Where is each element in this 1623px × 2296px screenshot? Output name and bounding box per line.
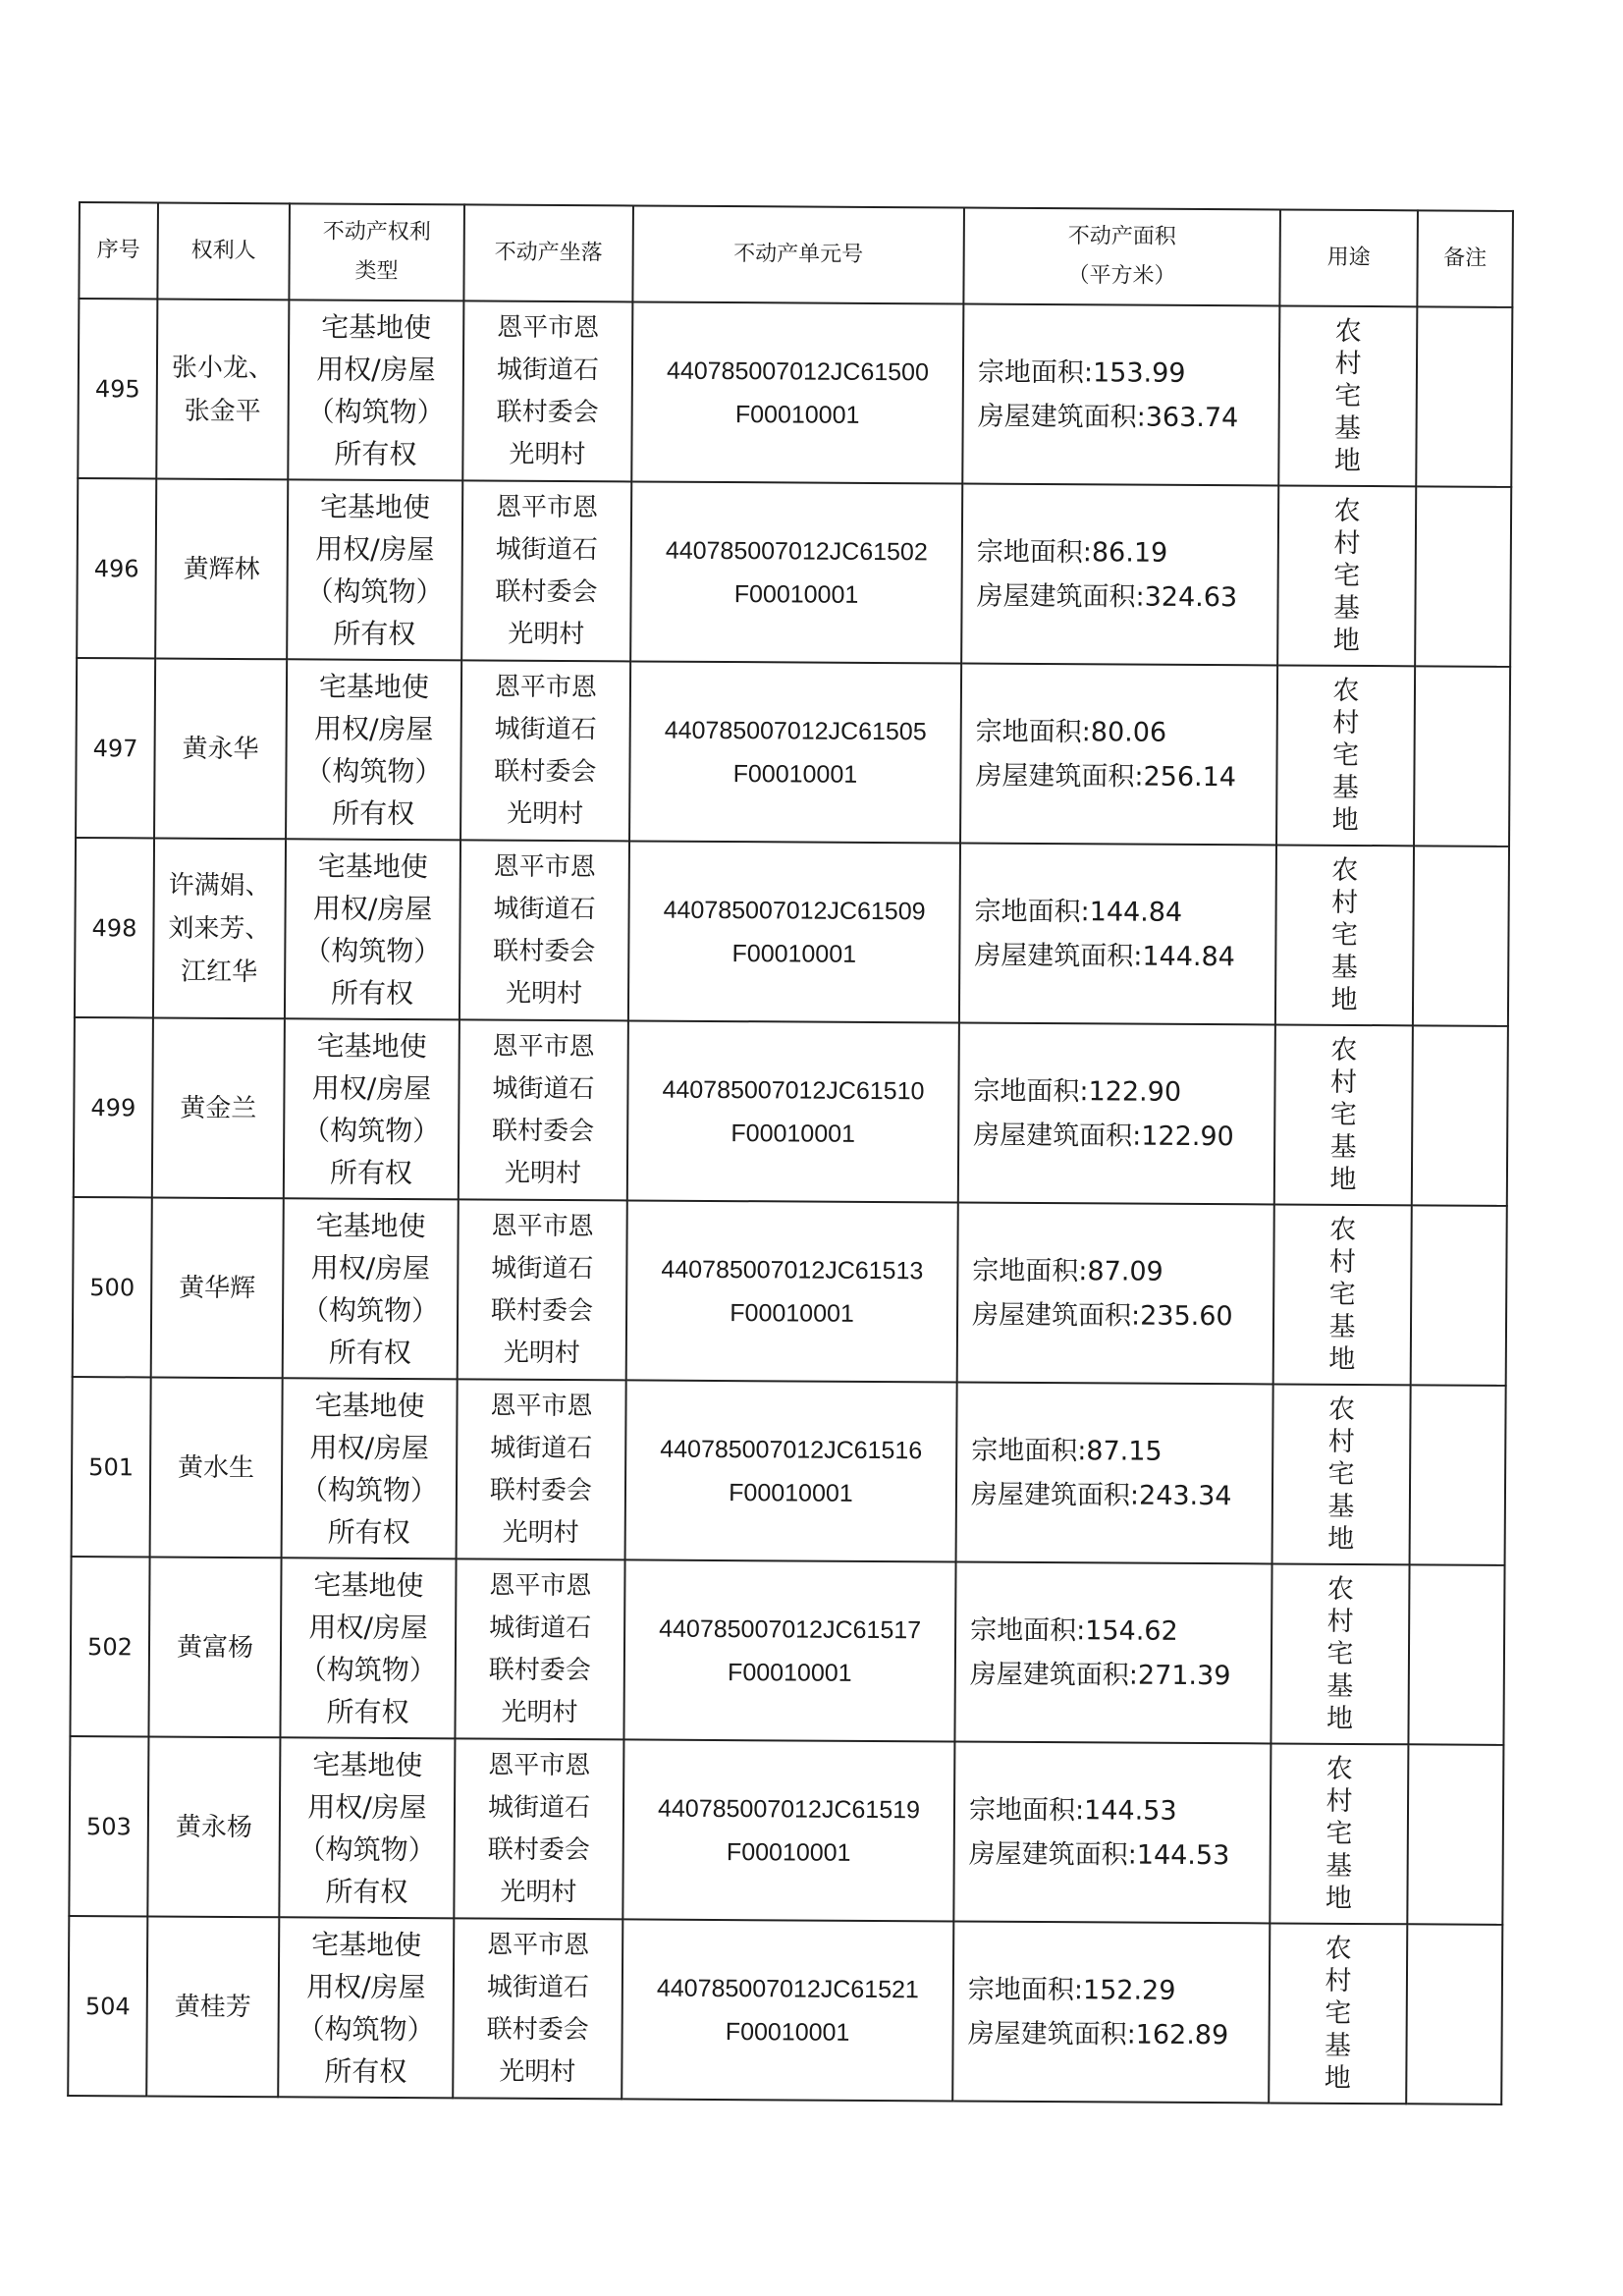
land-area: 宗地面积:122.90 <box>973 1075 1182 1108</box>
row-use <box>1276 665 1415 846</box>
location-line: 恩平市恩 <box>492 1031 595 1062</box>
use-char: 村 <box>1329 1066 1358 1098</box>
use-char: 农 <box>1332 675 1360 706</box>
unit-no-line: 440785007012JC61505 <box>664 716 927 745</box>
right-type-line: 宅基地使 <box>312 1747 423 1781</box>
row-seq: 501 <box>72 1377 151 1557</box>
location-line: 联村委会 <box>491 1295 594 1326</box>
table-row <box>70 1557 1504 1745</box>
location-line: 联村委会 <box>494 756 597 787</box>
location-line: 恩平市恩 <box>497 312 600 343</box>
use-char: 地 <box>1333 445 1362 476</box>
right-type-line: 所有权 <box>334 437 417 470</box>
right-type-line: （构筑物） <box>303 933 442 967</box>
right-type-line: 宅基地使 <box>313 1567 424 1602</box>
use-char: 村 <box>1328 1246 1357 1278</box>
land-area: 宗地面积:144.53 <box>968 1794 1177 1827</box>
row-seq: 496 <box>77 478 156 658</box>
unit-no-line: F00010001 <box>725 2017 850 2047</box>
use-char: 农 <box>1330 1034 1358 1066</box>
row-location <box>460 840 629 1020</box>
row-right-type <box>280 1558 456 1738</box>
land-area: 宗地面积:80.06 <box>975 716 1167 748</box>
table-row <box>72 1377 1506 1565</box>
row-owner <box>150 1377 283 1558</box>
unit-no-line: 440785007012JC61510 <box>662 1075 925 1105</box>
right-type-line: 用权/房屋 <box>315 531 435 566</box>
unit-no-line: F00010001 <box>732 759 858 789</box>
use-char: 农 <box>1326 1573 1354 1605</box>
unit-no-line: 440785007012JC61519 <box>657 1794 921 1824</box>
header-right-type <box>289 203 464 301</box>
table-row <box>78 299 1512 487</box>
building-area: 房屋建筑面积:271.39 <box>969 1659 1231 1691</box>
right-type-line: 宅基地使 <box>318 670 430 703</box>
right-type-line: 用权/房屋 <box>307 1789 427 1824</box>
right-type-line: 宅基地使 <box>321 310 432 344</box>
unit-no-line: F00010001 <box>731 939 857 968</box>
right-type-line: 用权/房屋 <box>308 1610 428 1644</box>
location-line: 联村委会 <box>486 2014 589 2045</box>
table-row <box>77 478 1511 667</box>
use-char: 地 <box>1329 1164 1357 1195</box>
row-use <box>1271 1563 1409 1744</box>
land-area: 宗地面积:152.29 <box>967 1974 1176 2006</box>
location-line: 恩平市恩 <box>487 1930 590 1960</box>
location-line: 城街道石 <box>495 534 598 565</box>
row-unit-no <box>626 1200 958 1382</box>
row-area <box>954 1561 1271 1743</box>
table-row <box>74 1017 1508 1206</box>
row-remark <box>1414 666 1510 847</box>
land-area: 宗地面积:87.15 <box>971 1435 1163 1467</box>
use-char: 宅 <box>1331 739 1360 771</box>
right-type-line: 用权/房屋 <box>311 1070 432 1105</box>
row-area <box>957 1202 1274 1384</box>
location-line: 联村委会 <box>496 397 599 427</box>
use-char: 农 <box>1329 1214 1357 1245</box>
location-line: 城街道石 <box>491 1253 594 1284</box>
location-line: 光明村 <box>502 1517 579 1548</box>
use-char: 地 <box>1324 2062 1351 2094</box>
table-row <box>69 1736 1503 1925</box>
use-char: 农 <box>1325 1933 1352 1964</box>
use-char: 农 <box>1331 854 1359 886</box>
land-area: 宗地面积:153.99 <box>977 356 1186 389</box>
building-area: 房屋建筑面积:144.53 <box>968 1838 1230 1871</box>
row-seq: 504 <box>68 1916 147 2096</box>
row-seq: 495 <box>78 299 157 478</box>
unit-no-line: F00010001 <box>730 1298 854 1328</box>
row-remark <box>1411 1205 1507 1386</box>
table-body <box>68 299 1512 2105</box>
row-seq: 498 <box>75 838 154 1017</box>
row-use <box>1273 1204 1412 1385</box>
row-owner <box>146 1916 279 2097</box>
row-owner <box>153 838 286 1018</box>
location-line: 城街道石 <box>487 1792 591 1823</box>
use-char: 宅 <box>1325 1818 1353 1849</box>
row-use <box>1277 485 1416 666</box>
right-type-line: 所有权 <box>332 796 415 830</box>
row-remark <box>1415 486 1511 667</box>
owner-name: 黄永杨 <box>175 1812 252 1842</box>
use-char: 农 <box>1333 495 1361 526</box>
owner-name: 黄金兰 <box>180 1093 257 1123</box>
location-line: 光明村 <box>505 978 583 1009</box>
use-char: 村 <box>1327 1426 1355 1457</box>
row-owner <box>152 1017 285 1198</box>
use-char: 地 <box>1331 804 1359 836</box>
row-use <box>1270 1743 1408 1924</box>
location-line: 联村委会 <box>488 1655 591 1685</box>
use-char: 农 <box>1325 1753 1353 1784</box>
row-owner <box>155 478 288 659</box>
right-type-line: （构筑物） <box>300 1292 440 1327</box>
right-type-line: （构筑物） <box>298 1652 437 1686</box>
location-line: 联村委会 <box>493 936 596 966</box>
use-char: 地 <box>1332 625 1360 656</box>
use-char: 基 <box>1331 772 1359 803</box>
table-row <box>68 1916 1502 2105</box>
row-area <box>960 664 1277 846</box>
row-seq: 503 <box>69 1736 148 1916</box>
location-line: 恩平市恩 <box>496 492 599 522</box>
use-char: 村 <box>1325 1785 1353 1817</box>
row-unit-no <box>631 301 963 483</box>
use-char: 宅 <box>1334 380 1362 411</box>
location-line: 光明村 <box>500 1877 577 1907</box>
location-line: 光明村 <box>499 2056 576 2087</box>
use-char: 农 <box>1327 1394 1356 1425</box>
row-right-type <box>283 1198 459 1379</box>
row-area <box>962 304 1279 486</box>
land-area: 宗地面积:87.09 <box>972 1255 1163 1287</box>
right-type-line: 宅基地使 <box>316 1028 427 1063</box>
land-area: 宗地面积:154.62 <box>970 1614 1178 1647</box>
header-seq: 序号 <box>79 202 158 299</box>
use-char: 宅 <box>1326 1638 1354 1669</box>
right-type-line: 用权/房屋 <box>306 1969 426 2003</box>
row-unit-no <box>630 481 962 663</box>
building-area: 房屋建筑面积:363.74 <box>977 401 1239 433</box>
unit-no-line: F00010001 <box>726 1837 851 1867</box>
right-type-line: 用权/房屋 <box>316 352 436 386</box>
row-unit-no <box>625 1380 957 1561</box>
right-type-line: 所有权 <box>326 1695 409 1728</box>
header-right-type-line1: 不动产权利 <box>322 219 431 246</box>
right-type-line: 用权/房屋 <box>312 891 433 925</box>
unit-no-line: F00010001 <box>733 579 859 609</box>
header-use: 用途 <box>1279 209 1418 306</box>
unit-no-line: F00010001 <box>734 400 860 429</box>
location-line: 光明村 <box>501 1697 578 1727</box>
unit-no-line: 440785007012JC61500 <box>666 356 929 386</box>
building-area: 房屋建筑面积:122.90 <box>973 1120 1234 1152</box>
row-seq: 500 <box>73 1197 152 1377</box>
right-type-line: 所有权 <box>328 1336 411 1369</box>
row-location <box>462 301 632 481</box>
right-type-line: 所有权 <box>327 1515 410 1549</box>
row-location <box>460 660 630 841</box>
owner-name: 黄富杨 <box>176 1632 254 1663</box>
use-char: 宅 <box>1328 1279 1356 1310</box>
use-char: 地 <box>1328 1343 1356 1375</box>
right-type-line: 用权/房屋 <box>309 1430 430 1464</box>
header-owner: 权利人 <box>157 202 290 300</box>
right-type-line: 用权/房屋 <box>313 711 434 745</box>
row-area <box>959 843 1276 1024</box>
use-char: 基 <box>1334 412 1362 444</box>
use-char: 基 <box>1329 1131 1357 1163</box>
row-remark <box>1410 1385 1506 1565</box>
row-remark <box>1407 1744 1503 1925</box>
location-line: 城街道石 <box>489 1613 592 1643</box>
table-row <box>75 838 1509 1026</box>
location-line: 恩平市恩 <box>488 1750 591 1780</box>
right-type-line: （构筑物） <box>304 753 443 788</box>
row-right-type <box>282 1378 458 1558</box>
use-char: 宅 <box>1330 919 1359 951</box>
location-line: 光明村 <box>509 439 586 469</box>
use-char: 村 <box>1331 887 1359 918</box>
use-char: 村 <box>1333 527 1361 559</box>
use-char: 地 <box>1325 1883 1353 1914</box>
row-area <box>952 1921 1270 2103</box>
right-type-line: 所有权 <box>333 617 416 650</box>
use-char: 宅 <box>1333 560 1361 591</box>
row-right-type <box>288 300 463 480</box>
use-char: 村 <box>1334 348 1362 379</box>
building-area: 房屋建筑面积:324.63 <box>976 580 1238 613</box>
owner-name: 黄辉林 <box>183 554 260 584</box>
header-unit-no: 不动产单元号 <box>632 205 964 303</box>
location-line: 城街道石 <box>486 1972 589 2002</box>
right-type-line: 所有权 <box>325 1875 408 1908</box>
property-registry-table <box>67 201 1514 2105</box>
building-area: 房屋建筑面积:144.84 <box>974 940 1235 972</box>
row-right-type <box>286 659 461 840</box>
use-char: 村 <box>1325 1965 1352 1996</box>
row-use <box>1274 1024 1413 1205</box>
use-char: 宅 <box>1329 1099 1357 1130</box>
unit-no-line: F00010001 <box>728 1658 852 1687</box>
row-location <box>455 1558 624 1739</box>
unit-no-line: 440785007012JC61521 <box>656 1974 919 2003</box>
use-char: 基 <box>1325 1850 1353 1882</box>
location-line: 联村委会 <box>489 1475 593 1505</box>
right-type-line: （构筑物） <box>302 1113 441 1147</box>
owner-name: 黄水生 <box>178 1452 255 1483</box>
use-char: 地 <box>1327 1523 1355 1555</box>
row-seq: 497 <box>76 658 155 838</box>
row-right-type <box>287 479 462 660</box>
row-remark <box>1413 846 1509 1026</box>
owner-name: 张金平 <box>184 396 261 426</box>
owner-name: 许满娟、 <box>168 870 271 901</box>
header-right-type-line2: 类型 <box>354 258 399 284</box>
building-area: 房屋建筑面积:162.89 <box>967 2018 1229 2050</box>
table-row <box>73 1197 1507 1386</box>
row-remark <box>1406 1924 1502 2105</box>
row-area <box>961 484 1278 666</box>
use-char: 宅 <box>1327 1458 1355 1490</box>
use-char: 基 <box>1330 952 1358 983</box>
row-location <box>459 1019 628 1200</box>
use-char: 基 <box>1327 1491 1355 1522</box>
location-line: 恩平市恩 <box>493 851 596 882</box>
unit-no-line: 440785007012JC61513 <box>661 1255 924 1285</box>
right-type-line: 宅基地使 <box>319 490 431 523</box>
right-type-line: 宅基地使 <box>315 1208 426 1242</box>
location-line: 恩平市恩 <box>494 672 598 702</box>
right-type-line: （构筑物） <box>306 394 445 428</box>
building-area: 房屋建筑面积:256.14 <box>975 760 1237 793</box>
land-area: 宗地面积:144.84 <box>974 896 1183 928</box>
row-seq: 502 <box>70 1557 149 1736</box>
row-use <box>1272 1384 1411 1564</box>
row-right-type <box>285 839 460 1019</box>
unit-no-line: F00010001 <box>729 1478 853 1507</box>
row-remark <box>1408 1564 1504 1745</box>
use-char: 农 <box>1334 315 1362 347</box>
row-area <box>958 1022 1275 1204</box>
header-remark: 备注 <box>1417 210 1513 307</box>
unit-no-line: F00010001 <box>730 1119 856 1148</box>
unit-no-line: 440785007012JC61502 <box>665 536 928 566</box>
right-type-line: （构筑物） <box>305 574 444 608</box>
row-unit-no <box>629 661 961 843</box>
use-char: 基 <box>1324 2030 1352 2061</box>
header-location: 不动产坐落 <box>463 204 633 301</box>
row-unit-no <box>627 1020 959 1202</box>
location-line: 恩平市恩 <box>490 1391 593 1421</box>
owner-name: 黄桂芳 <box>174 1992 251 2022</box>
location-line: 光明村 <box>508 619 585 649</box>
location-line: 城街道石 <box>493 894 596 924</box>
location-line: 联村委会 <box>495 576 598 607</box>
row-unit-no <box>623 1559 955 1741</box>
row-location <box>457 1379 626 1559</box>
use-char: 基 <box>1326 1670 1354 1702</box>
header-area-line1: 不动产面积 <box>1067 224 1176 249</box>
right-type-line: 所有权 <box>329 1156 413 1189</box>
header-area-line2: （平方米） <box>1067 263 1176 289</box>
right-type-line: 宅基地使 <box>317 849 428 883</box>
location-line: 光明村 <box>503 1338 580 1368</box>
right-type-line: （构筑物） <box>299 1472 439 1506</box>
right-type-line: 用权/房屋 <box>310 1250 431 1285</box>
use-char: 地 <box>1330 984 1358 1015</box>
row-owner <box>148 1557 281 1737</box>
row-owner <box>151 1197 284 1378</box>
use-char: 村 <box>1332 707 1360 738</box>
table-row <box>76 658 1510 847</box>
location-line: 联村委会 <box>487 1834 590 1865</box>
row-owner <box>147 1736 280 1917</box>
use-char: 宅 <box>1325 1997 1352 2029</box>
location-line: 城街道石 <box>492 1073 595 1104</box>
row-unit-no <box>628 841 960 1022</box>
right-type-line: （构筑物） <box>298 1831 436 1866</box>
unit-no-line: 440785007012JC61509 <box>663 896 926 925</box>
row-right-type <box>279 1737 455 1918</box>
right-type-line: 宅基地使 <box>314 1388 425 1422</box>
row-area <box>956 1382 1273 1563</box>
right-type-line: 宅基地使 <box>311 1927 422 1961</box>
location-line: 光明村 <box>504 1158 582 1188</box>
location-line: 联村委会 <box>492 1116 595 1146</box>
row-unit-no <box>622 1919 953 2101</box>
location-line: 城街道石 <box>490 1433 593 1463</box>
right-type-line: （构筑物） <box>297 2011 435 2046</box>
owner-name: 张小龙、 <box>171 353 275 383</box>
row-owner <box>154 658 287 839</box>
unit-no-line: 440785007012JC61516 <box>660 1435 923 1464</box>
row-use <box>1275 845 1414 1025</box>
right-type-line: 所有权 <box>324 2054 407 2088</box>
owner-name: 江红华 <box>181 957 258 987</box>
row-location <box>458 1199 627 1380</box>
location-line: 城街道石 <box>496 355 600 385</box>
owner-name: 黄永华 <box>182 734 259 764</box>
right-type-line: 所有权 <box>330 976 414 1010</box>
building-area: 房屋建筑面积:243.34 <box>970 1479 1232 1511</box>
row-use <box>1278 305 1417 486</box>
use-char: 基 <box>1332 592 1361 624</box>
location-line: 城街道石 <box>494 714 597 744</box>
location-line: 恩平市恩 <box>489 1570 592 1601</box>
location-line: 光明村 <box>507 798 584 829</box>
building-area: 房屋建筑面积:235.60 <box>971 1299 1233 1332</box>
owner-name: 刘来芳、 <box>168 913 271 944</box>
land-area: 宗地面积:86.19 <box>976 536 1168 569</box>
row-location <box>454 1738 623 1919</box>
row-right-type <box>284 1018 460 1199</box>
row-owner <box>156 299 289 479</box>
row-right-type <box>278 1917 454 2098</box>
location-line: 恩平市恩 <box>491 1211 594 1241</box>
unit-no-line: 440785007012JC61517 <box>659 1614 922 1644</box>
header-area <box>963 208 1280 306</box>
use-char: 村 <box>1326 1606 1354 1637</box>
row-use <box>1269 1923 1407 2104</box>
header-row <box>79 202 1513 307</box>
row-remark <box>1416 306 1512 487</box>
row-location <box>461 480 631 661</box>
use-char: 基 <box>1328 1311 1356 1342</box>
row-unit-no <box>622 1739 954 1921</box>
use-char: 地 <box>1325 1703 1354 1734</box>
row-remark <box>1412 1025 1508 1206</box>
row-location <box>453 1918 622 2099</box>
row-area <box>953 1741 1271 1923</box>
owner-name: 黄华辉 <box>179 1273 256 1303</box>
row-seq: 499 <box>74 1017 153 1197</box>
